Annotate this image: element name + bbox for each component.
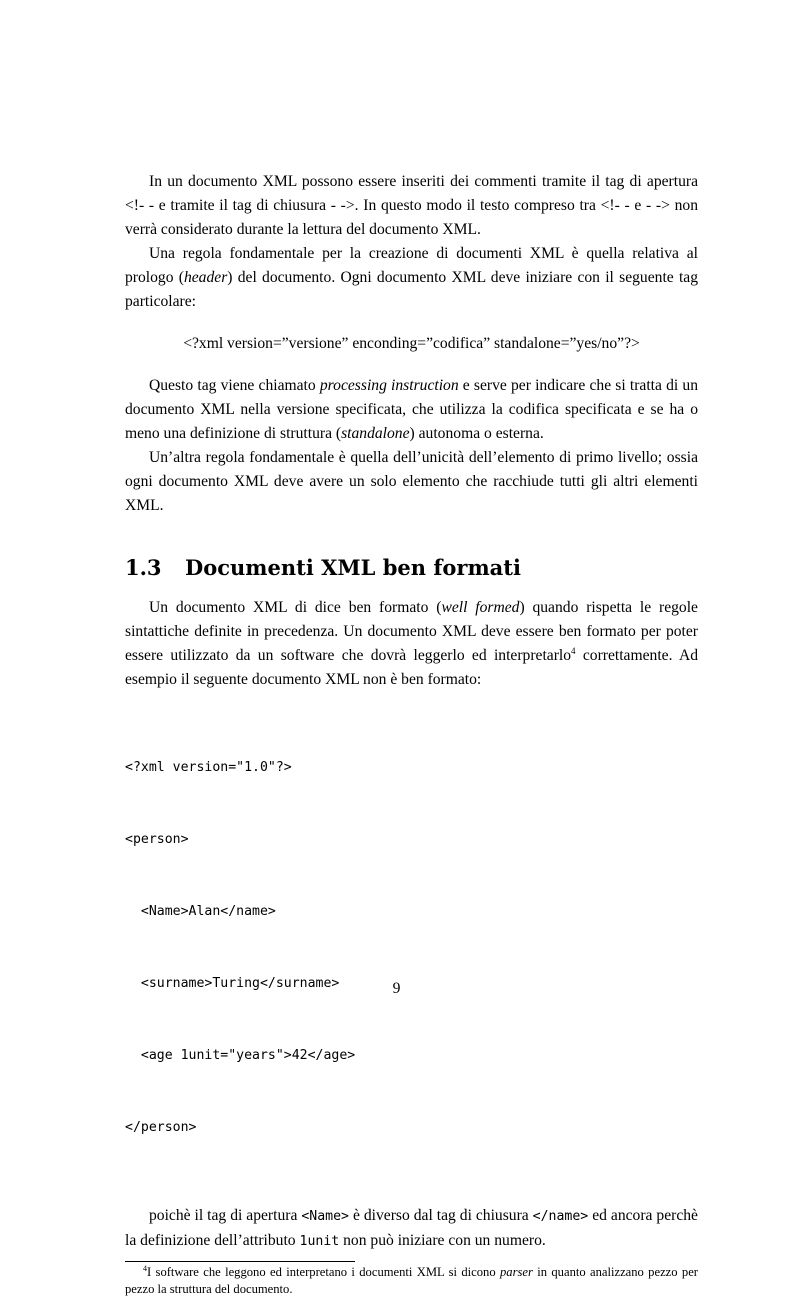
footnote-text-2: in quanto analizzano pezzo per pezzo la struttura del documento. (125, 1265, 698, 1296)
term-header: header (183, 269, 228, 286)
section-heading (125, 554, 698, 582)
code-inline-name-open: <Name> (301, 1209, 349, 1224)
code-line: <surname>Turing</surname> (125, 976, 340, 991)
page-number: 9 (392, 980, 401, 997)
paragraph-pi-text-3: ) autonoma o esterna. (409, 425, 544, 442)
term-standalone: standalone (341, 425, 410, 442)
explanation-text-3: ed ancora perchè la definizione dell’attributo (125, 1207, 698, 1249)
code-inline-name-close: </name> (532, 1209, 589, 1224)
page-body (125, 170, 698, 1298)
code-inline-attribute: 1unit (299, 1234, 340, 1249)
section-number: 1.3 (125, 555, 162, 580)
paragraph-pi-text-1: Questo tag viene chiamato (149, 377, 320, 394)
paragraph-explanation (125, 1204, 698, 1254)
code-line: <person> (125, 832, 189, 847)
explanation-text-4: non può iniziare con un numero. (339, 1232, 546, 1249)
paragraph-prologo (125, 242, 698, 314)
paragraph-wf-text-1: Un documento XML di dice ben formato ( (149, 599, 442, 616)
footnote-marker: 4 (571, 645, 576, 656)
paragraph-comments: In un documento XML possono essere inseriti dei commenti tramite il tag di apertura <!- - e tramite il tag di chiusura - ->. In questo modo il testo compreso tra <!- - e - -> non verrà considerato durante la lettura del documento XML. (125, 173, 698, 238)
code-block (125, 708, 698, 1188)
paragraph-well-formed (125, 596, 698, 692)
paragraph-root-element: Un’altra regola fondamentale è quella dell’unicità dell’elemento di primo livello; ossia ogni documento XML deve avere un solo elemento che racchiude tutti gli altri elementi XML. (125, 449, 698, 514)
paragraph-wf-text-3: correttamente. Ad esempio il seguente documento XML non è ben formato: (125, 647, 699, 688)
footnote-text-1: I software che leggono ed interpretano i documenti XML si dicono (147, 1265, 500, 1279)
term-processing-instruction: processing instruction (319, 377, 459, 394)
footnote-divider (125, 1261, 355, 1262)
code-line: <?xml version="1.0"?> (125, 760, 292, 775)
paragraph-prologo-text-2: ) del documento. Ogni documento XML deve iniziare con il seguente tag particolare: (125, 269, 698, 310)
section-title: Documenti XML ben formati (185, 555, 521, 580)
code-line: <age 1unit="years">42</age> (125, 1048, 356, 1063)
code-line: </person> (125, 1120, 197, 1135)
explanation-text-1: poichè il tag di apertura (149, 1207, 302, 1224)
paragraph-wf-text-2: ) quando rispetta le regole sintattiche definite in precedenza. Un documento XML deve essere ben formato per poter essere utilizzato da un software che dovrà leggerlo ed interpretarlo (125, 599, 698, 664)
explanation-text-2: è diverso dal tag di chiusura (348, 1207, 533, 1224)
code-line: <Name>Alan</name> (125, 904, 276, 919)
footnote-number: 4 (143, 1263, 147, 1273)
term-parser: parser (500, 1265, 533, 1279)
paragraph-prologo-text-1: Una regola fondamentale per la creazione di documenti XML è quella relativa al prologo ( (125, 245, 698, 286)
xml-declaration-display: <?xml version=”versione” enconding=”codifica” standalone=”yes/no”?> (183, 335, 640, 352)
paragraph-pi-text-2: e serve per indicare che si tratta di un documento XML nella versione specificata, che utilizza la codifica specificata e se ha o meno una definizione di struttura ( (125, 377, 698, 442)
footnote (125, 1264, 698, 1298)
paragraph-processing-instruction (125, 374, 698, 446)
term-well-formed: well formed (441, 599, 520, 616)
